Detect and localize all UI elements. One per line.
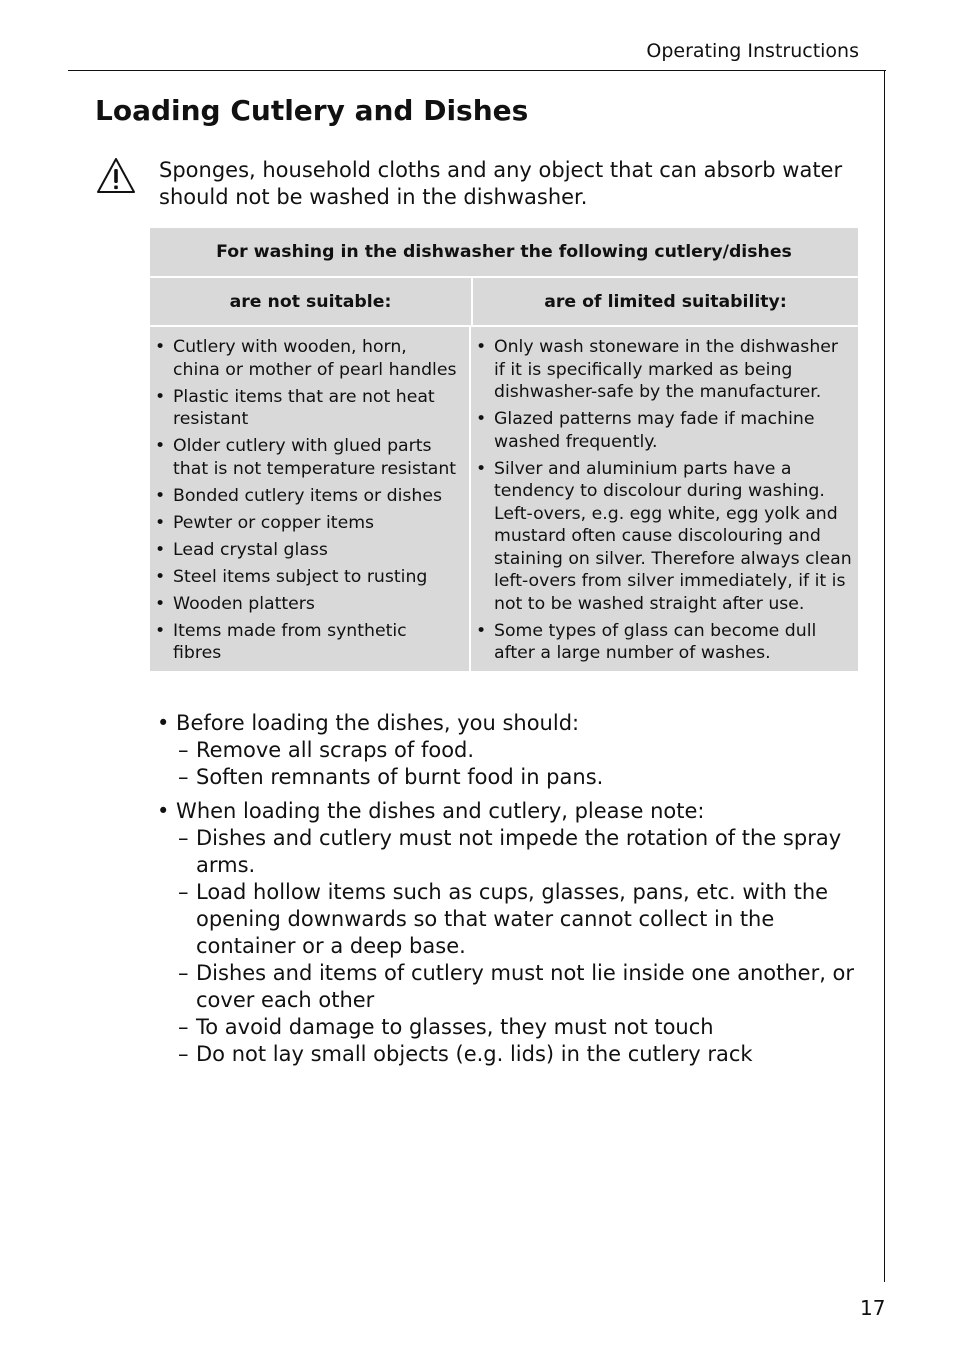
- list-item: • Steel items subject to rusting: [150, 566, 469, 589]
- list-item: • Items made from synthetic fibres: [150, 620, 469, 665]
- warning-text: Sponges, household cloths and any object that can absorb water should not be washed in the dishwasher.: [159, 158, 843, 209]
- column-header-not-suitable: are not suitable:: [150, 278, 473, 325]
- list-item: • Only wash stoneware in the dishwasher if it is specifically marked as being dishwasher-safe by the manufacturer.: [471, 336, 858, 404]
- column-header-limited-suitability: are of limited suitability:: [544, 291, 787, 312]
- header-rule: [68, 70, 886, 71]
- list-item: • Cutlery with wooden, horn, china or mother of pearl handles: [150, 336, 469, 381]
- limited-suitability-column: [471, 327, 858, 671]
- instruction-item: – Dishes and items of cutlery must not lie inside one another, or cover each other: [178, 961, 855, 1012]
- list-item: • Some types of glass can become dull after a large number of washes.: [471, 620, 858, 665]
- list-item: • Older cutlery with glued parts that is not temperature resistant: [150, 435, 469, 480]
- instruction-item: – Dishes and cutlery must not impede the rotation of the spray arms.: [178, 826, 842, 877]
- page-number: 17: [860, 1296, 886, 1320]
- list-item: • Bonded cutlery items or dishes: [150, 485, 469, 508]
- instruction-item: – Soften remnants of burnt food in pans.: [178, 765, 604, 789]
- suitability-table: [150, 228, 858, 671]
- instruction-item: – Load hollow items such as cups, glasses, pans, etc. with the opening downwards so that water cannot collect in the container or a deep base.: [178, 880, 829, 958]
- side-rule: [884, 70, 885, 1282]
- instruction-item: – Do not lay small objects (e.g. lids) in the cutlery rack: [178, 1042, 753, 1066]
- not-suitable-column: [150, 327, 471, 671]
- list-item: • Silver and aluminium parts have a tendency to discolour during washing. Left-overs, e.g. egg white, egg yolk and mustard often cause discolouring and staining on silver. Therefore always clean left-overs from silver immediately, if it is not to be washed straight after use.: [471, 458, 858, 616]
- list-item: • Plastic items that are not heat resistant: [150, 386, 469, 431]
- warning-triangle-icon: [95, 156, 137, 196]
- instruction-item: – To avoid damage to glasses, they must not touch: [178, 1015, 714, 1039]
- when-loading-group: [157, 798, 857, 1068]
- list-item: • Lead crystal glass: [150, 539, 469, 562]
- loading-instructions: [157, 710, 857, 1075]
- instruction-lead: • When loading the dishes and cutlery, please note:: [157, 799, 705, 823]
- table-caption: For washing in the dishwasher the following cutlery/dishes: [150, 228, 858, 278]
- list-item: • Pewter or copper items: [150, 512, 469, 535]
- section-label: Operating Instructions: [646, 40, 859, 62]
- before-loading-group: [157, 710, 857, 791]
- page-title: Loading Cutlery and Dishes: [95, 94, 529, 127]
- instruction-lead: • Before loading the dishes, you should:: [157, 711, 580, 735]
- list-item: • Wooden platters: [150, 593, 469, 616]
- list-item: • Glazed patterns may fade if machine washed frequently.: [471, 408, 858, 453]
- instruction-item: – Remove all scraps of food.: [178, 738, 475, 762]
